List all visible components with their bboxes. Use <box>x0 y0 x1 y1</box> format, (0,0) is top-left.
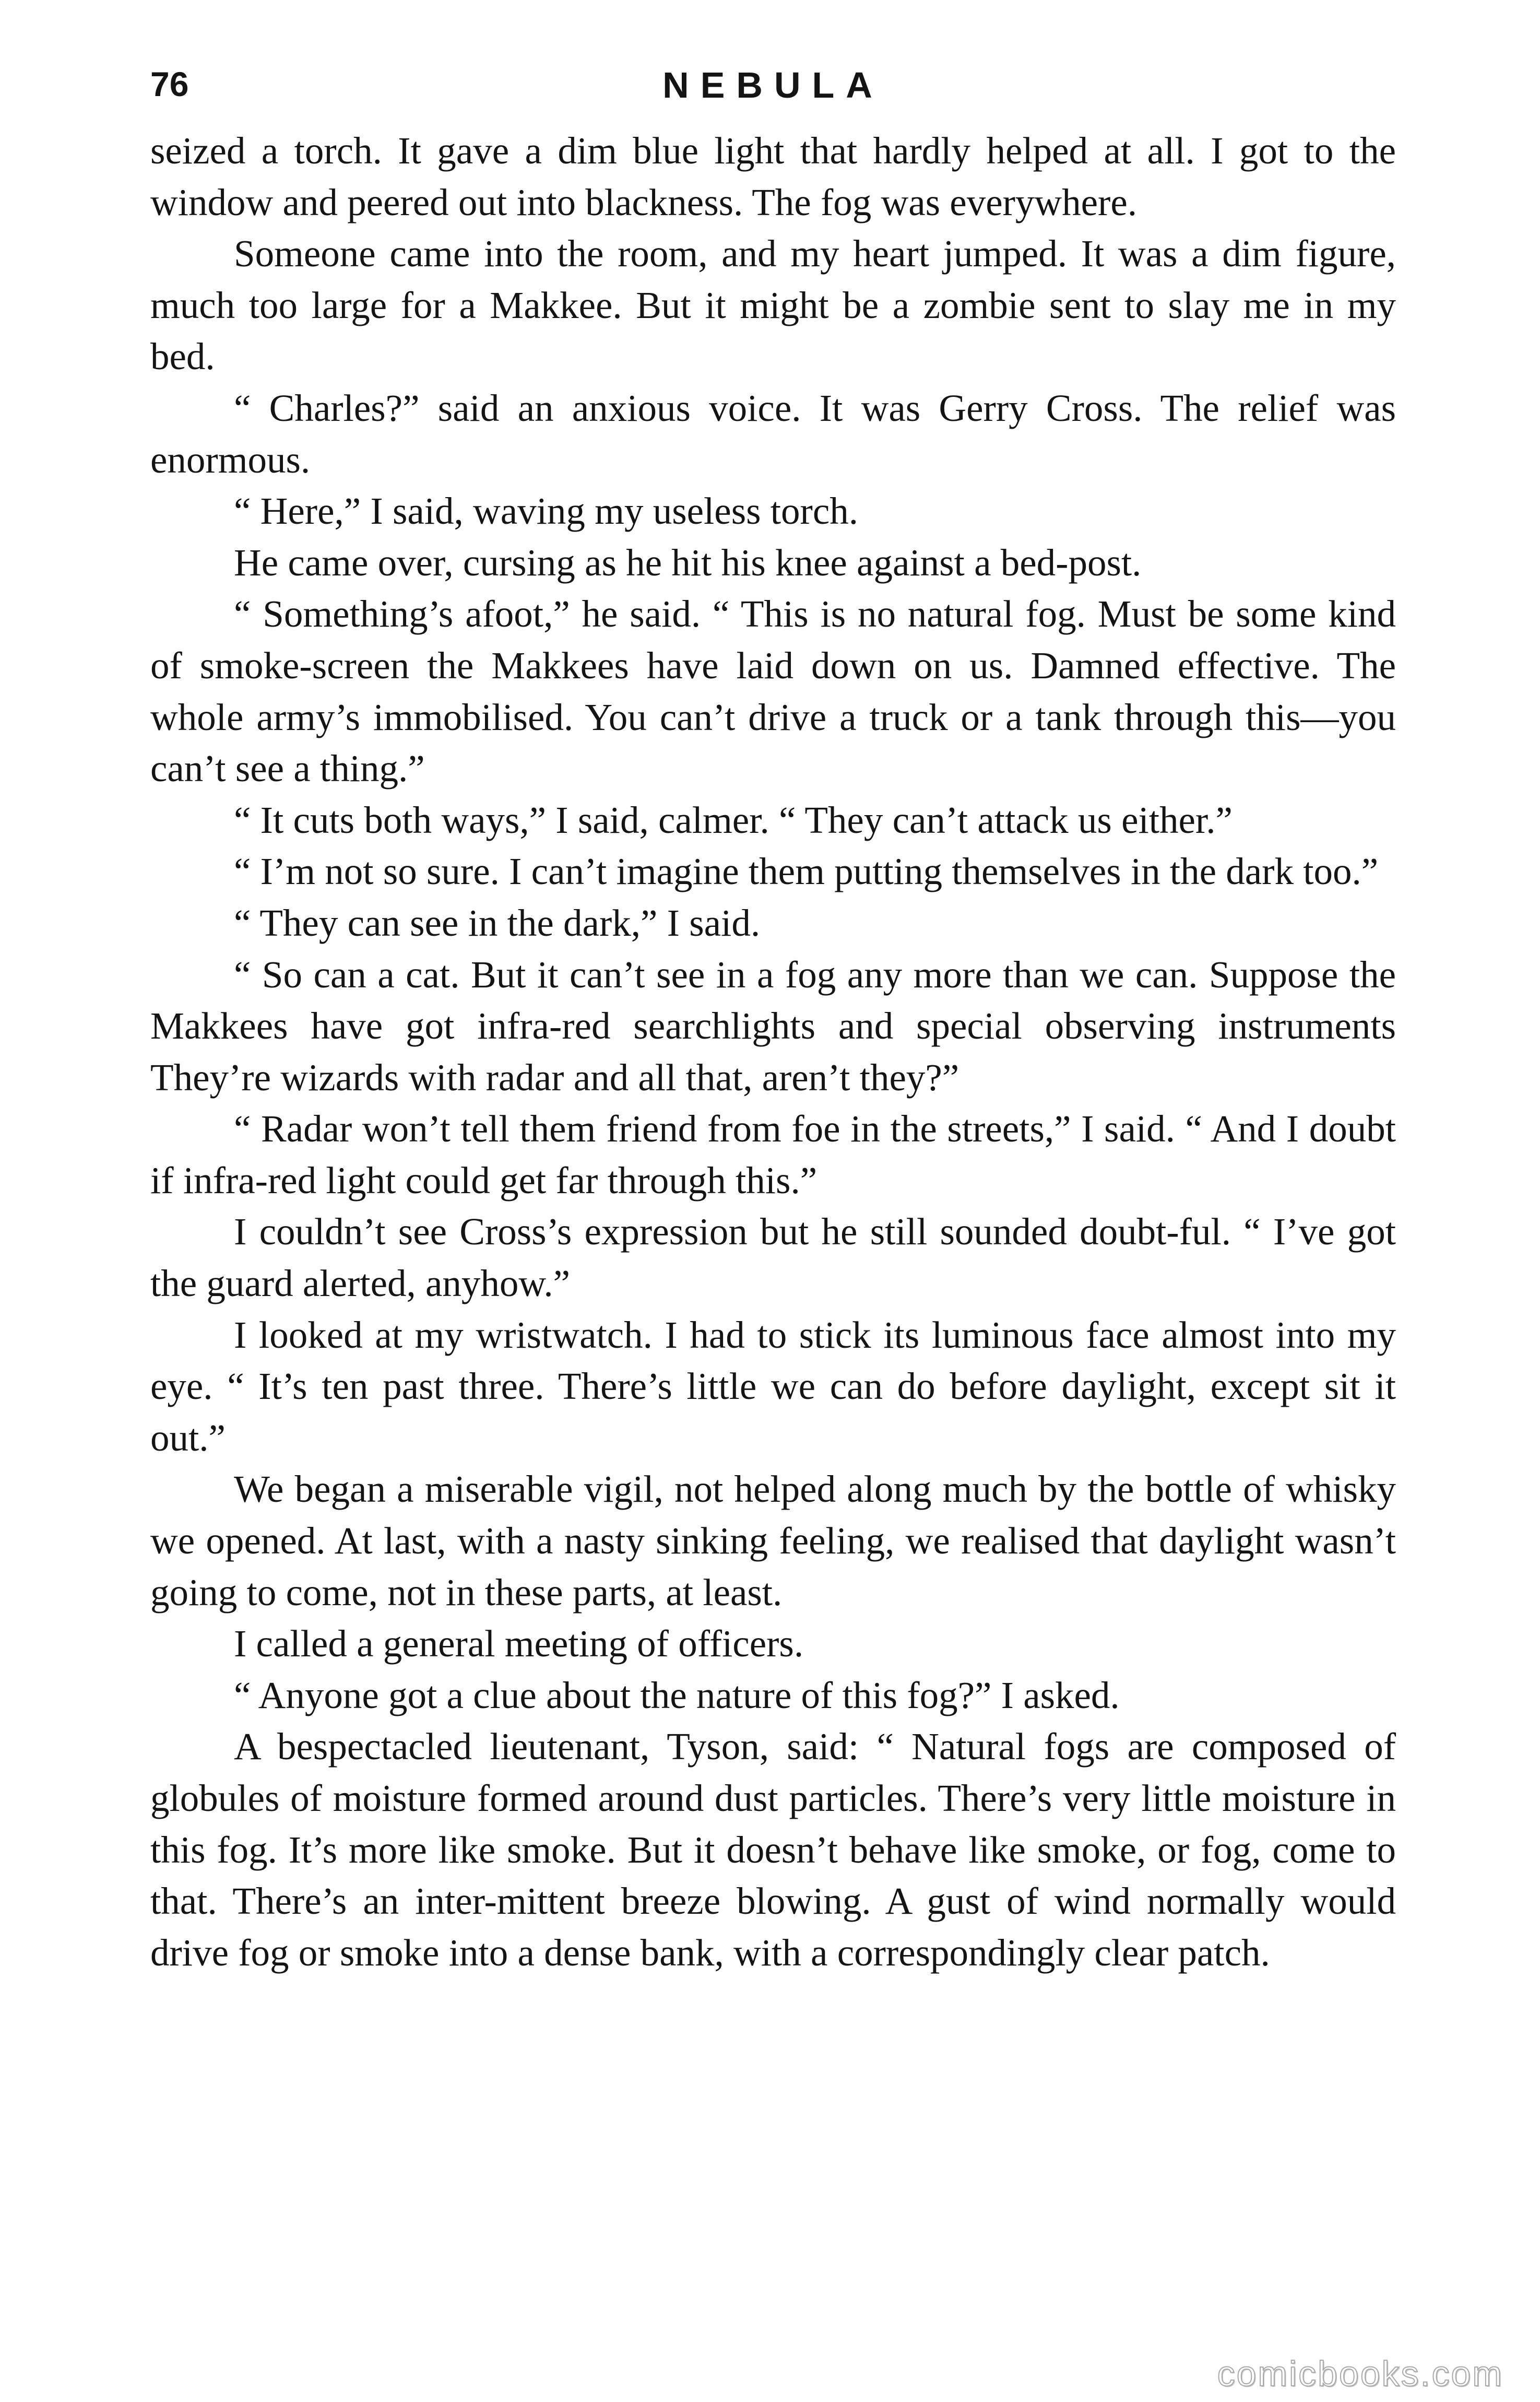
page-number: 76 <box>150 65 189 103</box>
body-text <box>150 125 1396 1979</box>
paragraph: seized a torch. It gave a dim blue light that hardly helped at all. I got to the window and peered out into blackness. The fog was everywhere. <box>150 129 1396 223</box>
paragraph: I couldn’t see Cross’s expression but he still sounded doubt-ful. “ I’ve got the guard alerted, anyhow.” <box>150 1210 1396 1305</box>
paragraph: Someone came into the room, and my heart jumped. It was a dim figure, much too large for a Makkee. But it might be a zombie sent to slay me in my bed. <box>150 232 1396 378</box>
paragraph: “ They can see in the dark,” I said. <box>234 901 761 944</box>
paragraph: He came over, cursing as he hit his knee against a bed-post. <box>234 541 1142 584</box>
paragraph: “ Radar won’t tell them friend from foe in the streets,” I said. “ And I doubt if infra-red light could get far through this.” <box>150 1108 1396 1202</box>
paragraph: A bespectacled lieutenant, Tyson, said: “ Natural fogs are composed of globules of moisture formed around dust particles. There’s very little moisture in this fog. It’s more like smoke. But it doesn’t behave like smoke, or fog, come to that. There’s an inter-mittent breeze blowing. A gust of wind normally would drive fog or smoke into a dense bank, with a correspondingly clear patch. <box>150 1725 1396 1974</box>
page-content <box>150 57 1396 2345</box>
paragraph: “ Charles?” said an anxious voice. It was Gerry Cross. The relief was enormous. <box>150 386 1396 481</box>
paragraph: “ Something’s afoot,” he said. “ This is no natural fog. Must be some kind of smoke-screen the Makkees have laid down on us. Damned effective. The whole army’s immobilised. You can’t drive a truck or a tank through this—you can’t see a thing.” <box>150 593 1396 790</box>
paragraph: “ Anyone got a clue about the nature of this fog?” I asked. <box>234 1674 1120 1716</box>
running-head: NEBULA <box>662 65 884 105</box>
page-header <box>150 57 1396 125</box>
watermark: comicbooks.com <box>1217 2354 1503 2394</box>
paragraph: I called a general meeting of officers. <box>234 1622 804 1665</box>
paragraph: “ Here,” I said, waving my useless torch. <box>234 490 859 533</box>
paragraph: “ It cuts both ways,” I said, calmer. “ They can’t attack us either.” <box>234 798 1233 841</box>
paragraph: We began a miserable vigil, not helped along much by the bottle of whisky we opened. At last, with a nasty sinking feeling, we realised that daylight wasn’t going to come, not in these parts, at least. <box>150 1468 1396 1614</box>
paragraph: “ I’m not so sure. I can’t imagine them putting themselves in the dark too.” <box>234 850 1379 893</box>
paragraph: I looked at my wristwatch. I had to stick its luminous face almost into my eye. “ It’s ten past three. There’s little we can do before daylight, except sit it out.” <box>150 1313 1396 1459</box>
paragraph: “ So can a cat. But it can’t see in a fog any more than we can. Suppose the Makkees have got infra-red searchlights and special observing instruments They’re wizards with radar and all that, aren’t they?” <box>150 953 1396 1099</box>
